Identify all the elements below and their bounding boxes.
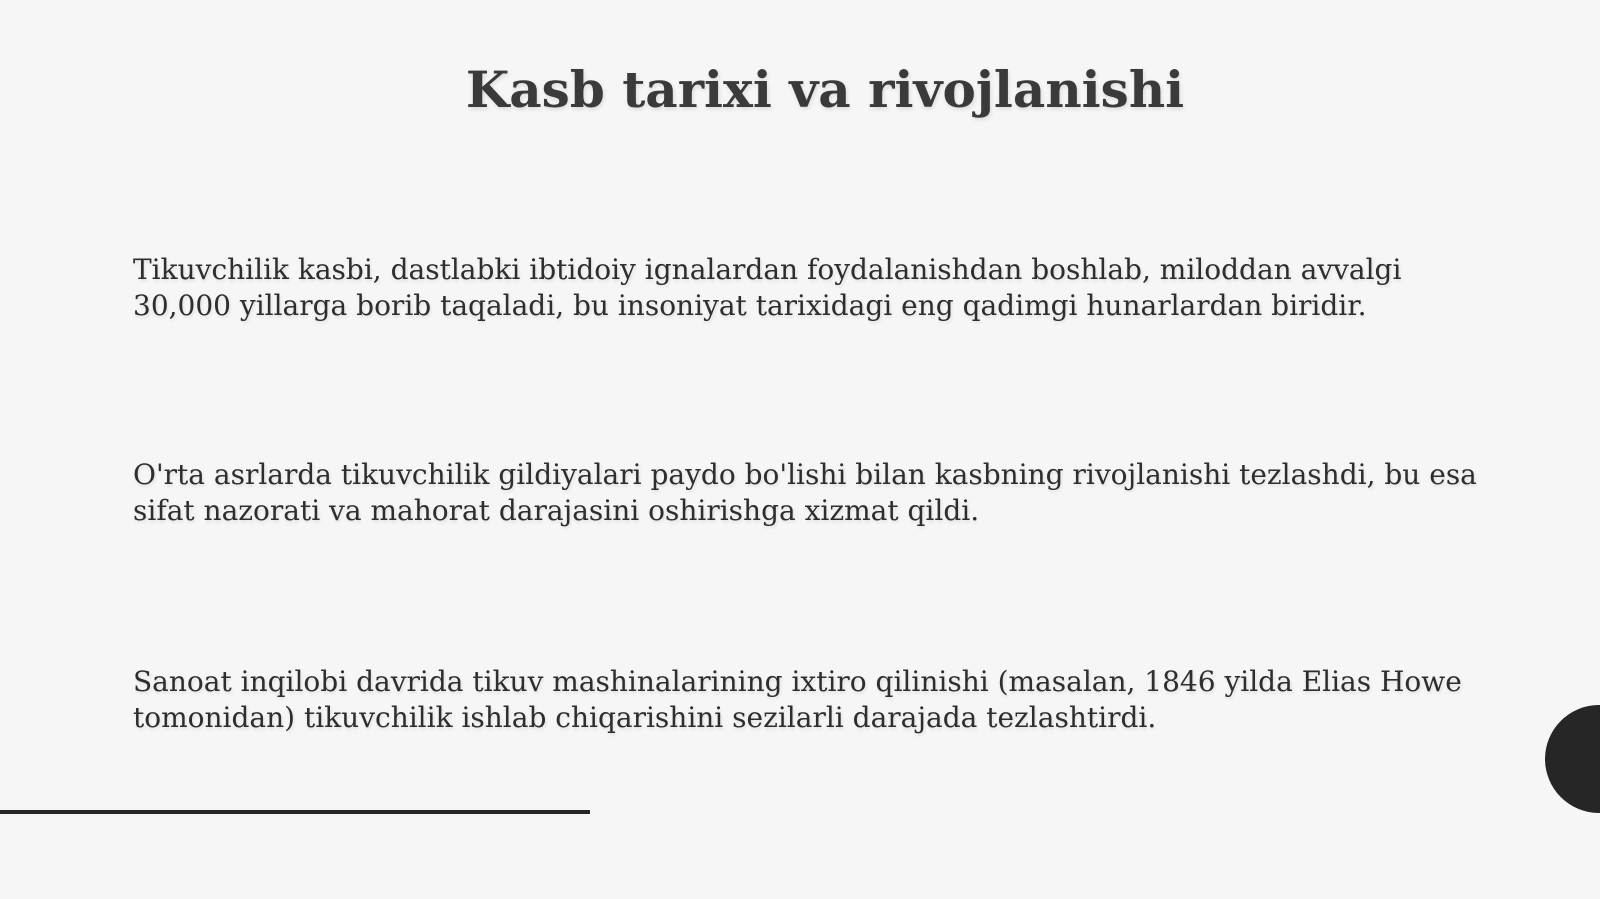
paragraph-industrial-revolution (133, 664, 1533, 736)
paragraph-line: Tikuvchilik kasbi, dastlabki ibtidoiy ignalardan foydalanishdan boshlab, miloddan avvalgi (133, 253, 1402, 286)
paragraph-line: 30,000 yillarga borib taqaladi, bu insoniyat tarixidagi eng qadimgi hunarlardan biridir. (133, 289, 1367, 322)
paragraph-line: sifat nazorati va mahorat darajasini oshirishga xizmat qildi. (133, 494, 980, 527)
paragraph-middle-ages (133, 457, 1533, 529)
decorative-half-circle (1545, 705, 1600, 813)
slide-title: Kasb tarixi va rivojlanishi (465, 60, 1185, 119)
paragraph-line: Sanoat inqilobi davrida tikuv mashinalarining ixtiro qilinishi (masalan, 1846 yilda Elias Howe (133, 665, 1462, 698)
paragraph-line: tomonidan) tikuvchilik ishlab chiqarishini sezilarli darajada tezlashtirdi. (133, 701, 1157, 734)
decorative-divider-line (0, 810, 590, 814)
paragraph-ancient-history (133, 252, 1533, 324)
paragraph-line: O'rta asrlarda tikuvchilik gildiyalari paydo bo'lishi bilan kasbning rivojlanishi tezlashdi, bu esa (133, 458, 1477, 491)
